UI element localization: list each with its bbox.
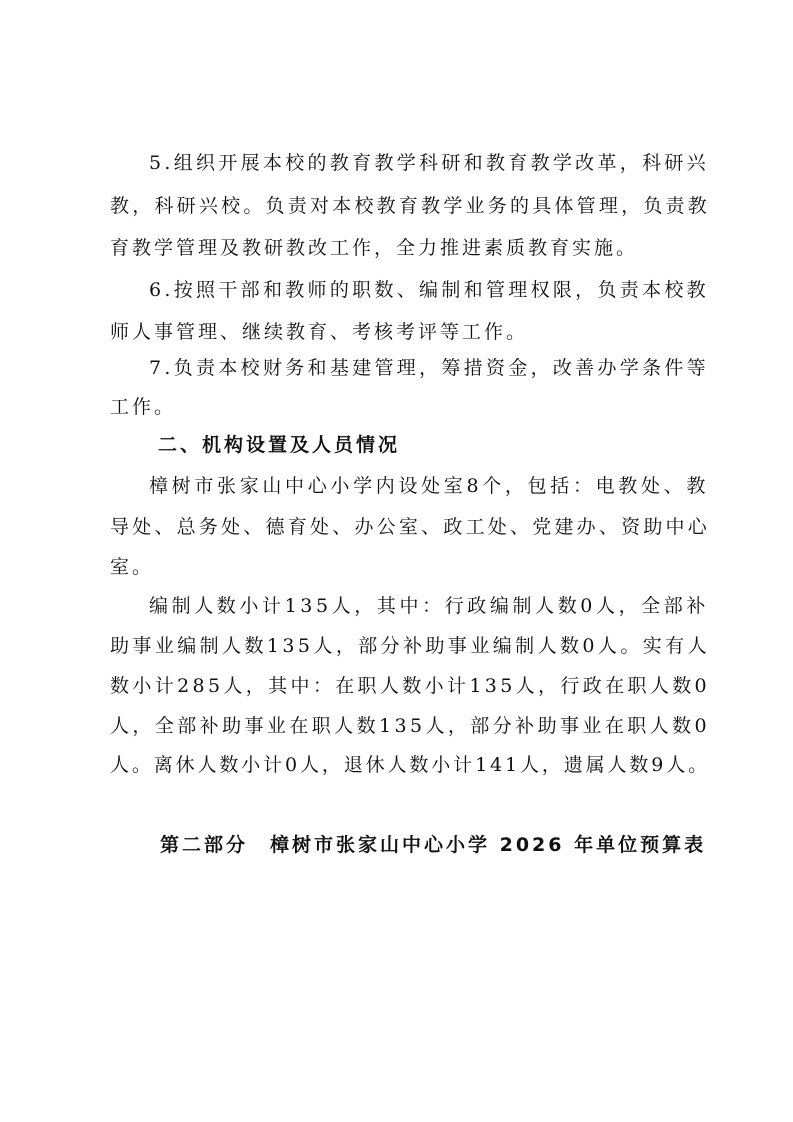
paragraph-line: 编制人数小计135人，其中：行政编制人数0人，全部补 [149,595,709,617]
paragraph-line: 数小计285人，其中：在职人数小计135人，行政在职人数0 [110,675,710,697]
paragraph-line: 5.组织开展本校的教育教学科研和教育教学改革，科研兴 [149,152,709,174]
paragraph-line: 师人事管理、继续教育、考核考评等工作。 [110,321,529,343]
paragraph-line: 人，全部补助事业在职人数135人，部分补助事业在职人数0 [110,715,710,737]
paragraph-line: 人。离休人数小计0人，退休人数小计141人，遗属人数9人。 [110,754,710,776]
paragraph-line: 7.负责本校财务和基建管理，筹措资金，改善办学条件等 [149,357,709,379]
paragraph-line: 教，科研兴校。负责对本校教育教学业务的具体管理，负责教 [110,195,710,217]
paragraph-line: 工作。 [110,396,177,418]
paragraph-line: 助事业编制人数135人，部分补助事业编制人数0人。实有人 [110,635,710,657]
paragraph-line: 导处、总务处、德育处、办公室、政工处、党建办、资助中心 [110,516,710,538]
paragraph-line: 6.按照干部和教师的职数、编制和管理权限，负责本校教 [149,279,709,301]
paragraph-line: 育教学管理及教研教改工作，全力推进素质教育实施。 [110,237,639,259]
paragraph-line: 樟树市张家山中心小学内设处室8个，包括：电教处、教 [149,475,709,497]
section-heading: 二、机构设置及人员情况 [158,434,401,456]
part-title: 第二部分 樟树市张家山中心小学 2026 年单位预算表 [160,834,707,856]
paragraph-line: 室。 [110,556,155,578]
